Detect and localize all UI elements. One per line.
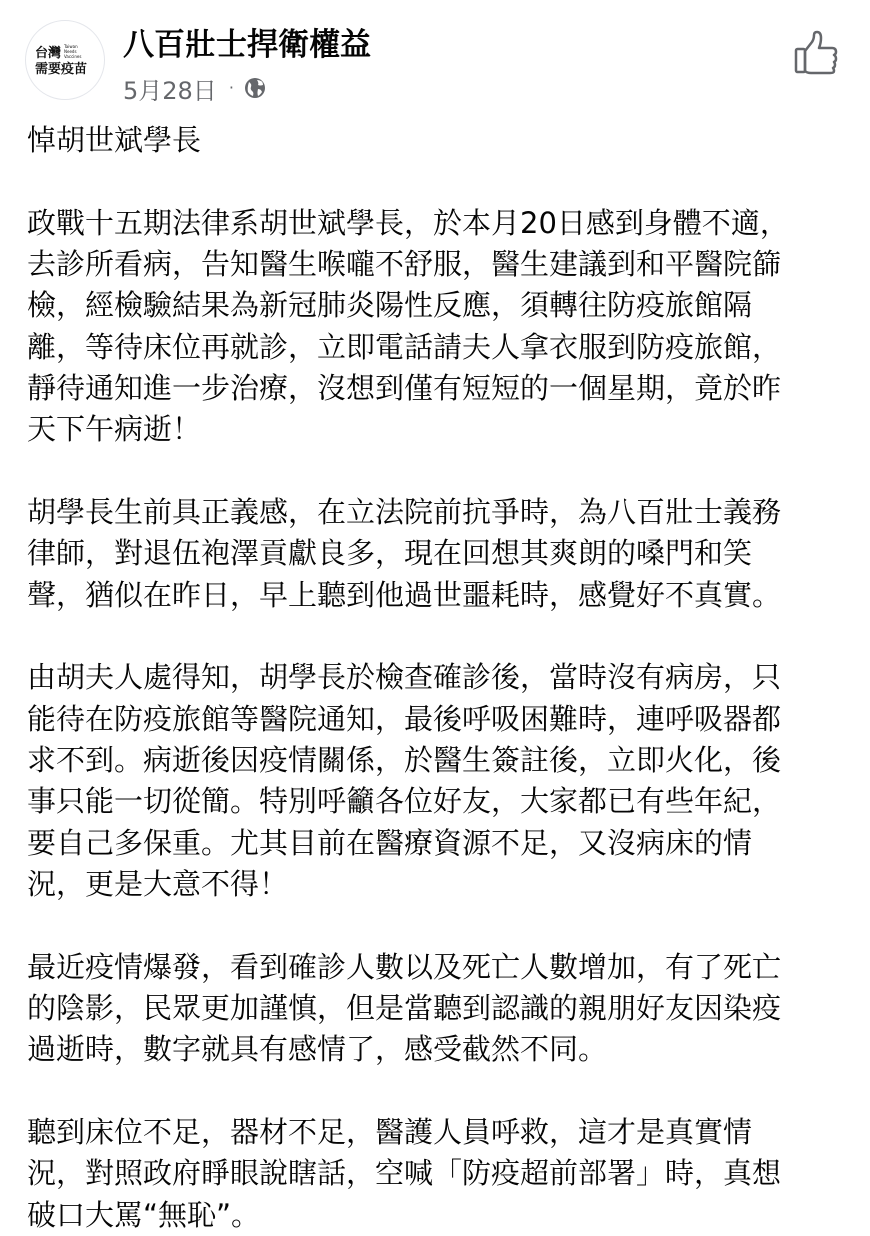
avatar-logo-text-line-2: 需要疫苗 [35, 62, 88, 77]
paragraph-line: 胡學長生前具正義感，在立法院前抗爭時，為八百壯士義務 [27, 495, 782, 530]
paragraph-line: 要自己多保重。尤其目前在醫療資源不足，又沒病床的情 [27, 825, 753, 860]
page-avatar[interactable] [25, 20, 105, 100]
paragraph-line: 靜待通知進一步治療，沒想到僅有短短的一個星期，竟於昨 [27, 370, 782, 405]
paragraph-line: 由胡夫人處得知，胡學長於檢查確診後，當時沒有病房，只 [27, 660, 782, 695]
paragraph-line: 政戰十五期法律系胡世斌學長，於本月20日感到身體不適， [27, 205, 789, 240]
meta-separator: · [228, 78, 234, 97]
paragraph-line: 律師，對退伍袍澤貢獻良多，現在回想其爽朗的嗓門和笑 [27, 536, 753, 571]
paragraph-line: 況，更是大意不得！ [27, 866, 289, 901]
paragraph-line: 離，等待床位再就診，立即電話請夫人拿衣服到防疫旅館， [27, 329, 782, 364]
post-header [0, 0, 870, 110]
post-paragraph [27, 492, 847, 616]
paragraph-line: 況，對照政府睜眼說瞎話，空喊「防疫超前部署」時，真想 [27, 1156, 782, 1191]
post-body [27, 120, 847, 1236]
avatar-logo-small-text-3: Vaccines [64, 54, 82, 59]
avatar-logo-small-text-1: Taiwan [64, 44, 78, 49]
post-title: 悼胡世斌學長 [27, 123, 202, 157]
post-meta [123, 72, 266, 104]
post-date[interactable]: 5月28日 [123, 76, 217, 105]
thumbs-up-icon[interactable] [793, 30, 839, 76]
paragraph-line: 求不到。病逝後因疫情關係，於醫生簽註後，立即火化，後 [27, 743, 782, 778]
avatar-logo-small-text-2: Needs [64, 49, 77, 54]
paragraph-line: 聽到床位不足，器材不足，醫護人員呼救，這才是真實情 [27, 1115, 753, 1150]
paragraph-line: 能待在防疫旅館等醫院通知，最後呼吸困難時，連呼吸器都 [27, 701, 782, 736]
paragraph-line: 最近疫情爆發，看到確診人數以及死亡人數增加，有了死亡 [27, 949, 782, 984]
paragraph-line: 檢，經檢驗結果為新冠肺炎陽性反應，須轉往防疫旅館隔 [27, 288, 753, 323]
paragraph-line: 天下午病逝！ [27, 412, 202, 447]
post-paragraph [27, 203, 847, 451]
paragraph-line: 去診所看病，告知醫生喉嚨不舒服，醫生建議到和平醫院篩 [27, 247, 782, 282]
avatar-logo-text-line-1: 台灣 [35, 46, 62, 61]
globe-icon [244, 77, 266, 99]
paragraph-line: 事只能一切從簡。特別呼籲各位好友，大家都已有些年紀， [27, 784, 782, 819]
post-paragraph [27, 1112, 847, 1236]
page-name[interactable]: 八百壯士捍衛權益 [123, 27, 371, 63]
paragraph-line: 聲，猶似在昨日，早上聽到他過世噩耗時，感覺好不真實。 [27, 577, 782, 612]
paragraph-line: 的陰影，民眾更加謹慎，但是當聽到認識的親朋好友因染疫 [27, 991, 782, 1026]
post-paragraph [27, 947, 847, 1071]
post-paragraph [27, 657, 847, 905]
taiwan-needs-vaccines-logo [26, 21, 104, 99]
paragraph-line: 過逝時，數字就具有感情了，感受截然不同。 [27, 1032, 608, 1067]
paragraph-line: 破口大罵“無恥”。 [27, 1197, 261, 1232]
